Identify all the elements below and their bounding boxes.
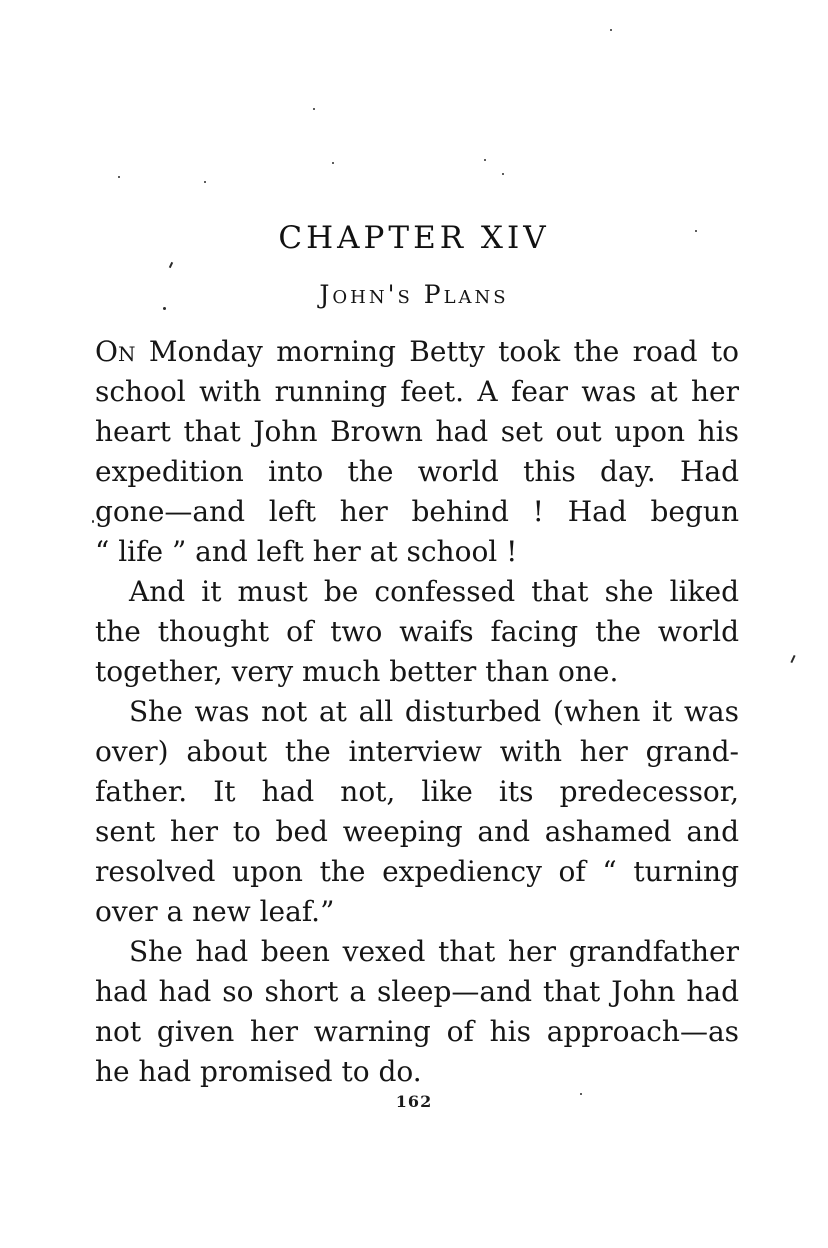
- body-line: sent her to bed weeping and ashamed and: [95, 815, 739, 848]
- body-line: On Monday morning Betty took the road to: [95, 335, 739, 368]
- scan-speck: [332, 162, 334, 164]
- body-line: he had promised to do.: [95, 1055, 422, 1088]
- scan-speck: [484, 159, 486, 161]
- chapter-heading: CHAPTER XIV: [278, 220, 550, 256]
- body-line: She was not at all disturbed (when it was: [129, 695, 739, 728]
- scan-speck: [313, 108, 315, 110]
- body-line: not given her warning of his approach—as: [95, 1015, 739, 1048]
- body-line: over) about the interview with her grand-: [95, 735, 739, 768]
- scan-speck: [502, 173, 504, 175]
- scan-speck: [92, 520, 94, 523]
- scan-speck: [163, 307, 166, 310]
- body-line: She had been vexed that her grandfather: [129, 935, 739, 968]
- scan-speck: [118, 176, 120, 178]
- body-line: “ life ” and left her at school !: [95, 535, 518, 568]
- body-line: heart that John Brown had set out upon his: [95, 415, 739, 448]
- body-line: together, very much better than one.: [95, 655, 619, 688]
- body-line: And it must be confessed that she liked: [129, 575, 739, 608]
- body-line: the thought of two waifs facing the world: [95, 615, 739, 648]
- body-line: father. It had not, like its predecessor,: [95, 775, 739, 808]
- page-number: 162: [395, 1092, 433, 1111]
- scan-speck: [169, 262, 173, 268]
- body-line: gone—and left her behind ! Had begun: [95, 495, 739, 528]
- text-column: [95, 332, 739, 1092]
- body-line: expedition into the world this day. Had: [95, 455, 739, 488]
- scan-speck: [695, 230, 697, 232]
- scan-speck: [580, 1093, 582, 1095]
- scan-speck: [204, 181, 206, 183]
- section-title: John's Plans: [319, 280, 509, 309]
- body-line: school with running feet. A fear was at her: [95, 375, 739, 408]
- scan-speck: [610, 29, 612, 31]
- body-line: resolved upon the expediency of “ turning: [95, 855, 739, 888]
- scan-speck: [790, 655, 795, 663]
- lead-word: On: [95, 335, 136, 368]
- body-line: over a new leaf.”: [95, 895, 335, 928]
- body-line: had had so short a sleep—and that John had: [95, 975, 739, 1008]
